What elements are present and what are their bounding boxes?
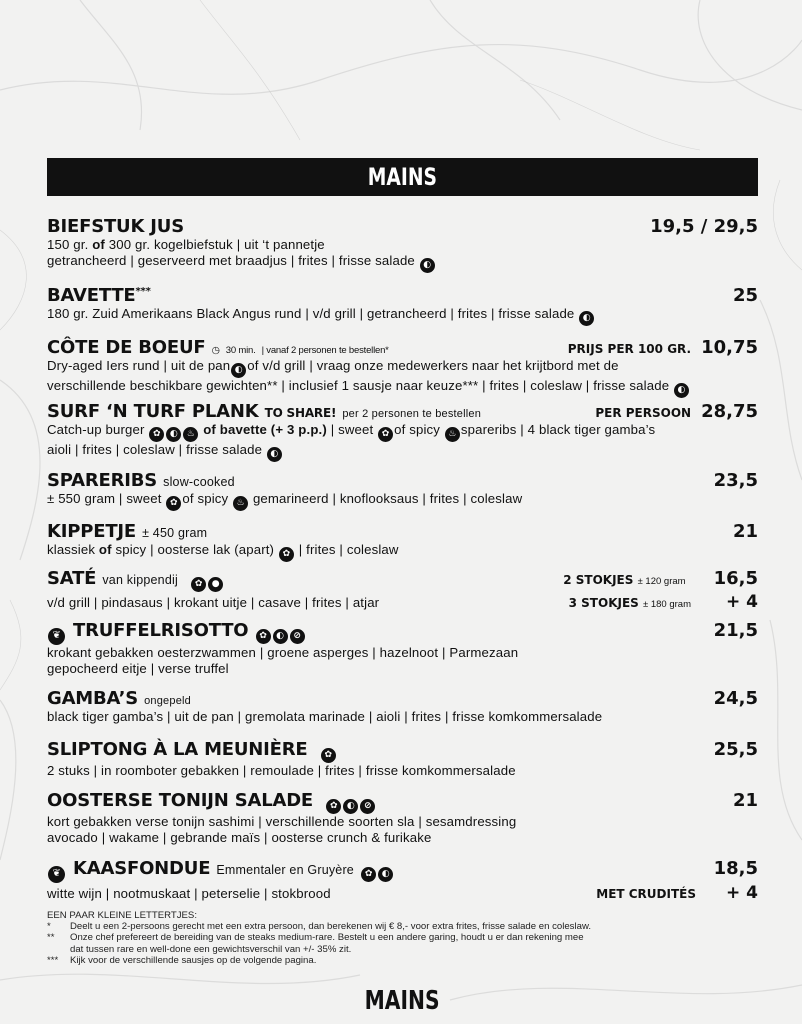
item-price: 21 bbox=[732, 521, 758, 542]
menu-item-sate bbox=[47, 568, 758, 612]
chili-icon: ♨ bbox=[183, 427, 198, 442]
item-name: KIPPETJE ± 450 gram bbox=[47, 521, 208, 542]
item-name: BIEFSTUK JUS bbox=[47, 216, 184, 237]
price-label: MET CRUDITÉS bbox=[596, 886, 696, 901]
footer-title: MAINS bbox=[364, 986, 441, 1016]
footnote: dat tussen rare en well-done een gewichtsverschil van +/- 35% zit. bbox=[70, 943, 352, 955]
lactose-free-icon: ◐ bbox=[420, 258, 435, 273]
footnote: *** Kijk voor de verschillende sausjes op de volgende pagina. bbox=[47, 954, 317, 966]
option-label: 3 STOKJES ± 180 gram bbox=[568, 596, 691, 610]
item-description: witte wijn | nootmuskaat | peterselie | stokbrood bbox=[47, 885, 331, 901]
item-description: ± 550 gram | sweet ✿ of spicy ♨ gemarineerd | knoflooksaus | frites | coleslaw bbox=[47, 491, 758, 511]
item-description: verschillende beschikbare gewichten** | inclusief 1 sausje naar keuze*** | frites | coleslaw | frisse salade ◐ bbox=[47, 378, 758, 398]
item-name: SLIPTONG À LA MEUNIÈRE ✿ bbox=[47, 739, 337, 763]
item-description: kort gebakken verse tonijn sashimi | verschillende soorten sla | sesamdressing bbox=[47, 814, 517, 829]
gluten-free-icon: ✿ bbox=[191, 577, 206, 592]
clock-icon: ◷ bbox=[211, 345, 220, 356]
item-price: 23,5 bbox=[713, 470, 758, 491]
gluten-free-icon: ✿ bbox=[166, 496, 181, 511]
footnotes bbox=[47, 910, 758, 966]
lactose-free-icon: ◐ bbox=[273, 629, 288, 644]
gluten-free-icon: ✿ bbox=[326, 799, 341, 814]
gluten-free-icon: ✿ bbox=[256, 629, 271, 644]
item-description: Dry-aged Iers rund | uit de pan ◐ of v/d grill | vraag onze medewerkers naar het krijtbord met de bbox=[47, 358, 758, 378]
menu-item-truffelrisotto bbox=[47, 620, 758, 677]
item-price: 21,5 bbox=[713, 620, 758, 641]
menu-item-gambas bbox=[47, 688, 758, 725]
lactose-free-icon: ◐ bbox=[579, 311, 594, 326]
item-name: OOSTERSE TONIJN SALADE ✿ ◐ ⊘ bbox=[47, 790, 376, 814]
item-description: klassiek of spicy | oosterse lak (apart) ✿ | frites | coleslaw bbox=[47, 542, 758, 562]
menu-item-surf-n-turf bbox=[47, 401, 758, 462]
item-price: 19,5 / 29,5 bbox=[650, 216, 758, 237]
lactose-free-icon: ◐ bbox=[343, 799, 358, 814]
item-price: 25,5 bbox=[713, 739, 758, 760]
option-label: 2 STOKJES ± 120 gram bbox=[563, 573, 686, 587]
item-description: 180 gr. Zuid Amerikaans Black Angus rund | v/d grill | getrancheerd | frites | frisse salade ◐ bbox=[47, 306, 758, 326]
menu-item-spareribs bbox=[47, 470, 758, 511]
lactose-free-icon: ◐ bbox=[674, 383, 689, 398]
footnotes-heading: EEN PAAR KLEINE LETTERTJES: bbox=[47, 910, 197, 921]
item-price: 25 bbox=[732, 285, 758, 306]
item-description: gepocheerd eitje | verse truffel bbox=[47, 660, 229, 676]
item-description: krokant gebakken oesterzwammen | groene asperges | hazelnoot | Parmezaan bbox=[47, 644, 519, 660]
menu-item-kippetje bbox=[47, 521, 758, 562]
footnote: * Deelt u een 2-persoons gerecht met een extra persoon, dan berekenen wij € 8,- voor extra frites, frisse salade en coleslaw. bbox=[47, 921, 592, 933]
item-name: CÔTE DE BOEUF ◷ 30 min. | vanaf 2 personen te bestellen* bbox=[47, 337, 389, 358]
item-name: SATÉ van kippendij ✿ ● bbox=[47, 568, 224, 592]
section-title: MAINS bbox=[367, 163, 438, 191]
gluten-free-icon: ✿ bbox=[378, 427, 393, 442]
price-label: PRIJS PER 100 GR. bbox=[567, 342, 692, 356]
item-name: SURF ‘N TURF PLANK TO SHARE! per 2 personen te bestellen bbox=[47, 401, 482, 422]
item-price: 21 bbox=[732, 790, 758, 811]
vegetarian-icon: ❦ bbox=[48, 628, 65, 645]
item-description: 150 gr. of 300 gr. kogelbiefstuk | uit ‘t pannetje bbox=[47, 237, 325, 252]
footnote: ** Onze chef prefereert de bereiding van de steaks medium-rare. Bestelt u een andere garing, houdt u er dan rekening mee bbox=[47, 932, 584, 944]
item-price: + 4 bbox=[726, 592, 758, 612]
item-price: 28,75 bbox=[701, 401, 758, 422]
chili-icon: ♨ bbox=[445, 427, 460, 442]
menu-item-biefstuk bbox=[47, 216, 758, 273]
nut-free-icon: ⊘ bbox=[290, 629, 305, 644]
section-banner bbox=[47, 158, 758, 196]
item-description: black tiger gamba’s | uit de pan | gremolata marinade | aioli | frites | frisse komkommersalade bbox=[47, 709, 603, 724]
menu-item-cote-de-boeuf bbox=[47, 337, 758, 398]
lactose-free-icon: ◐ bbox=[267, 447, 282, 462]
gluten-free-icon: ✿ bbox=[149, 427, 164, 442]
gluten-free-icon: ✿ bbox=[321, 748, 336, 763]
gluten-free-icon: ✿ bbox=[361, 867, 376, 882]
item-price: + 4 bbox=[726, 882, 758, 903]
lactose-free-icon: ◐ bbox=[378, 867, 393, 882]
menu-item-kaasfondue bbox=[47, 858, 758, 903]
menu-page bbox=[47, 0, 758, 1024]
item-name: BAVETTE*** bbox=[47, 285, 151, 306]
item-price: 18,5 bbox=[713, 858, 758, 879]
item-price: 24,5 bbox=[713, 688, 758, 709]
gluten-free-icon: ✿ bbox=[279, 547, 294, 562]
lactose-free-icon: ◐ bbox=[166, 427, 181, 442]
item-description: 2 stuks | in roomboter gebakken | remoulade | frites | frisse komkommersalade bbox=[47, 763, 516, 778]
menu-item-bavette bbox=[47, 285, 758, 326]
item-name: SPARERIBS slow-cooked bbox=[47, 470, 235, 491]
menu-item-oosterse-tonijn-salade bbox=[47, 790, 758, 846]
item-description: v/d grill | pindasaus | krokant uitje | casave | frites | atjar bbox=[47, 595, 380, 610]
chili-icon: ♨ bbox=[233, 496, 248, 511]
item-name: ❦ KAASFONDUE Emmentaler en Gruyère ✿ ◐ bbox=[47, 858, 394, 883]
item-name: GAMBA’S ongepeld bbox=[47, 688, 191, 709]
menu-item-sliptong bbox=[47, 739, 758, 779]
vegetarian-icon: ❦ bbox=[48, 866, 65, 883]
item-price: 10,75 bbox=[701, 337, 758, 358]
nut-icon: ● bbox=[208, 577, 223, 592]
item-price: 16,5 bbox=[713, 568, 758, 589]
item-description: aioli | frites | coleslaw | frisse salade ◐ bbox=[47, 442, 758, 462]
item-description: Catch-up burger ✿ ◐ ♨ of bavette (+ 3 p.p.) | sweet ✿ of spicy ♨ spareribs | 4 black tiger gamba’s bbox=[47, 422, 758, 442]
nut-free-icon: ⊘ bbox=[360, 799, 375, 814]
item-name: ❦ TRUFFELRISOTTO ✿ ◐ ⊘ bbox=[47, 620, 306, 645]
item-description: avocado | wakame | gebrande maïs | oosterse crunch & furikake bbox=[47, 830, 432, 845]
price-label: PER PERSOON bbox=[595, 406, 692, 420]
lactose-free-icon: ◐ bbox=[231, 363, 246, 378]
item-description: getrancheerd | geserveerd met braadjus | frites | frisse salade ◐ bbox=[47, 253, 758, 273]
